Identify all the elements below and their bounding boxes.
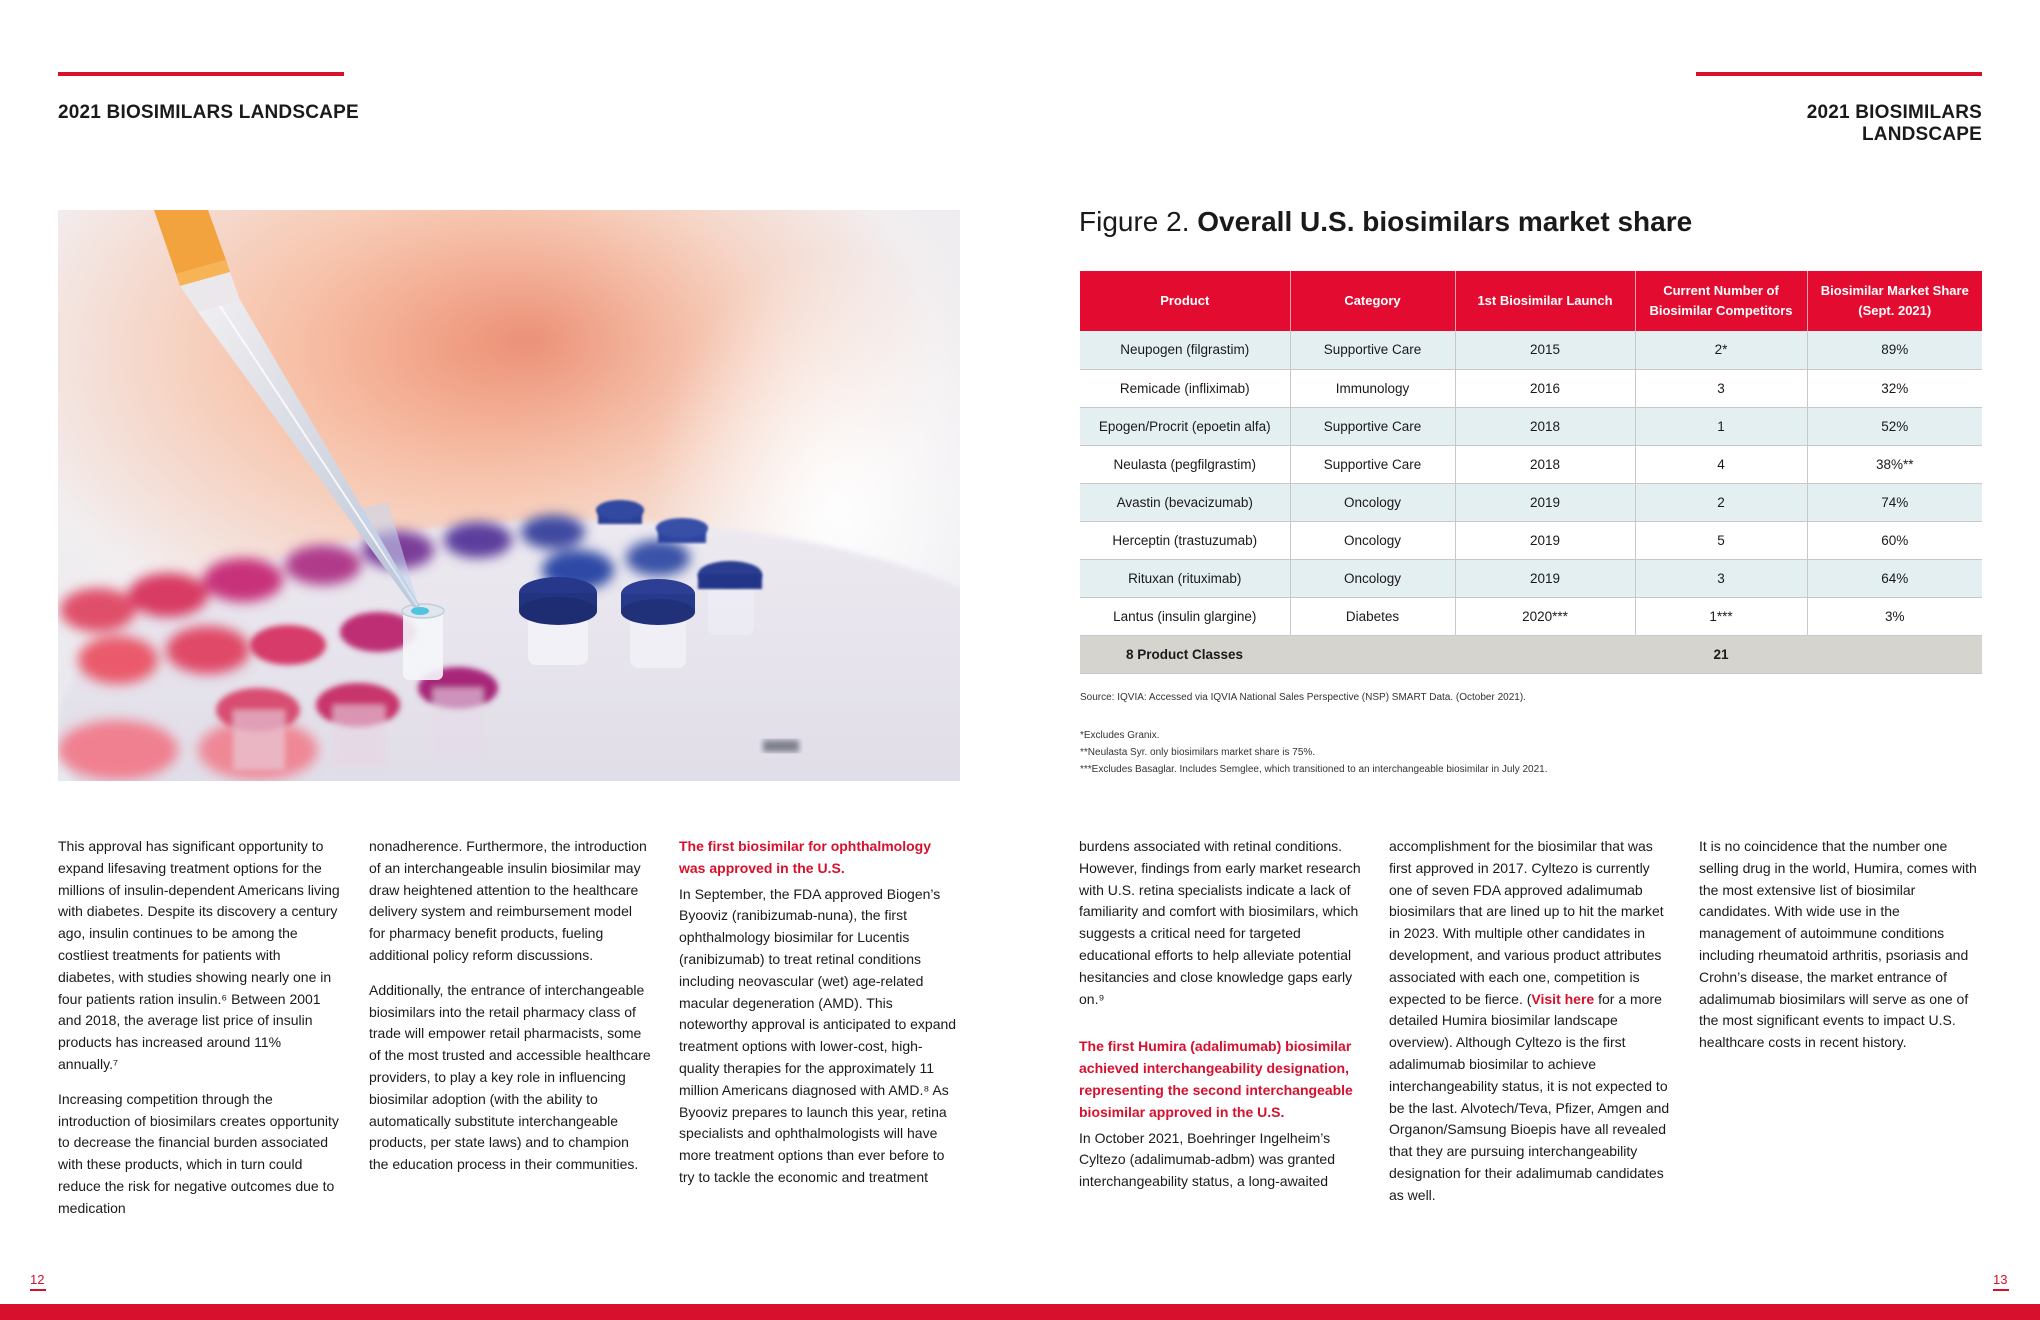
table-cell: Supportive Care [1290, 407, 1455, 445]
page-number-left: 12 [30, 1272, 45, 1287]
text-run: accomplishment for the biosimilar that was first approved in 2017. Cyltezo is currently one of seven FDA approved adalimumab biosimilars that are lined up to hit the market in 2023. With multiple other candidates in development, and various product attributes associated with each one, competition is expected to be fierce. ( [1389, 838, 1664, 1007]
paragraph: In September, the FDA approved Biogen’s Byooviz (ranibizumab-nuna), the first ophthalmology biosimilar for Lucentis (ranibizumab) to treat retinal conditions including neovascular (wet) age-related macular degeneration (AMD). This noteworthy approval is anticipated to expand treatment options with lower-cost, high-quality therapies for the approximately 11 million Americans diagnosed with AMD.⁸ As Byooviz prepares to launch this year, retina specialists and ophthalmologists will have more treatment options than ever before to try to tackle the economic and treatment [679, 885, 957, 1185]
table-cell: Remicade (infliximab) [1080, 369, 1290, 407]
paragraph: Increasing competition through the introduction of biosimilars creates opportunity to decrease the financial burden associated with these products, which in turn could reduce the risk for negative outcomes due to medication [58, 1090, 339, 1216]
section-heading-humira: The first Humira (adalimumab) biosimilar achieved interchangeability designation, representing the second interchangeable biosimilar approved in the U.S. [1079, 1038, 1353, 1120]
table-cell: Lantus (insulin glargine) [1080, 597, 1290, 635]
table-cell: 3% [1807, 597, 1982, 635]
text-column-5 [1389, 836, 1671, 1220]
table-source-note: Source: IQVIA: Accessed via IQVIA National Sales Perspective (NSP) SMART Data. (October 2021). [1080, 692, 1526, 703]
table-total-row [1080, 635, 1982, 673]
table-cell: 89% [1807, 331, 1982, 369]
section-heading-ophthalmology: The first biosimilar for ophthalmology was approved in the U.S. [679, 838, 932, 876]
table-cell: Oncology [1290, 521, 1455, 559]
table-cell: 2* [1635, 331, 1807, 369]
table-cell: 52% [1807, 407, 1982, 445]
table-cell: 60% [1807, 521, 1982, 559]
table-cell: 38%** [1807, 445, 1982, 483]
table-row [1080, 331, 1982, 369]
table-cell: 1 [1635, 407, 1807, 445]
table-cell: Neupogen (filgrastim) [1080, 331, 1290, 369]
table-header-cell: Current Number of Biosimilar Competitors [1635, 271, 1807, 331]
table-cell-empty [1455, 635, 1635, 673]
lab-pipette-photo [58, 210, 960, 781]
header-title-right: 2021 BIOSIMILARS LANDSCAPE [1806, 102, 1982, 145]
table-cell: Herceptin (trastuzumab) [1080, 521, 1290, 559]
market-share-table [1080, 271, 1982, 674]
table-cell: 2019 [1455, 521, 1635, 559]
table-row [1080, 483, 1982, 521]
paragraph: nonadherence. Furthermore, the introduction of an interchangeable insulin biosimilar may draw heightened attention to the healthcare delivery system and reimbursement model for pharmacy benefit products, fueling additional policy reform discussions. [369, 838, 647, 963]
table-cell: 2015 [1455, 331, 1635, 369]
paragraph: This approval has significant opportunity to expand lifesaving treatment options for the millions of insulin-dependent Americans living with diabetes. Despite its discovery a century ago, insulin continues to be among the costliest treatments for patients with diabetes, with studies showing nearly one in four patients ration insulin.⁶ Between 2001 and 2018, the average list price of insulin products has increased around 11% annually.⁷ [58, 838, 340, 1072]
table-row [1080, 597, 1982, 635]
figure-title-text: Overall U.S. biosimilars market share [1197, 206, 1693, 237]
table-header-cell: 1st Biosimilar Launch [1455, 271, 1635, 331]
table-row [1080, 559, 1982, 597]
table-cell: 5 [1635, 521, 1807, 559]
table-cell: Immunology [1290, 369, 1455, 407]
table-cell-empty [1807, 635, 1982, 673]
header-rule-right [1696, 72, 1982, 76]
footnote: ***Excludes Basaglar. Includes Semglee, which transitioned to an interchangeable biosimilar in July 2021. [1080, 764, 1548, 775]
table-cell: 2016 [1455, 369, 1635, 407]
total-value: 21 [1635, 635, 1807, 673]
table-row [1080, 369, 1982, 407]
table-cell: 1*** [1635, 597, 1807, 635]
page-number-rule-left [30, 1289, 46, 1291]
footnote: *Excludes Granix. [1080, 730, 1160, 741]
header-rule-left [58, 72, 344, 76]
table-cell: 2020*** [1455, 597, 1635, 635]
table-cell: 2018 [1455, 407, 1635, 445]
table-cell: 64% [1807, 559, 1982, 597]
table-cell: Avastin (bevacizumab) [1080, 483, 1290, 521]
paragraph: burdens associated with retinal conditions. However, findings from early market research with U.S. retina specialists indicate a lack of familiarity and comfort with biosimilars, which suggests a critical need for targeted educational efforts to help alleviate potential hesitancies and close knowledge gaps early on.⁹ [1079, 838, 1361, 1007]
visit-here-link[interactable]: Visit here [1531, 990, 1595, 1007]
table-cell: 2018 [1455, 445, 1635, 483]
table-cell: 32% [1807, 369, 1982, 407]
text-column-6 [1699, 836, 1981, 1067]
table-header-cell: Category [1290, 271, 1455, 331]
table-row [1080, 407, 1982, 445]
table-cell: 74% [1807, 483, 1982, 521]
table-footnotes [1080, 727, 1548, 778]
table-header-cell: Biosimilar Market Share (Sept. 2021) [1807, 271, 1982, 331]
table-cell: 3 [1635, 559, 1807, 597]
table-cell: 2 [1635, 483, 1807, 521]
page-number-right: 13 [1993, 1272, 2008, 1287]
paragraph: In October 2021, Boehringer Ingelheim’s Cyltezo (adalimumab-adbm) was granted interchangeability status, a long-awaited [1079, 1129, 1335, 1190]
table-row [1080, 521, 1982, 559]
paragraph [1389, 836, 1671, 1207]
text-column-4 [1079, 836, 1361, 1206]
text-column-1 [58, 836, 340, 1233]
footnote: **Neulasta Syr. only biosimilars market share is 75%. [1080, 747, 1316, 758]
total-label: 8 Product Classes [1080, 635, 1455, 673]
paragraph: Additionally, the entrance of interchangeable biosimilars into the retail pharmacy class of trade will empower retail pharmacists, some of the most trusted and accessible healthcare providers, to play a key role in influencing biosimilar adoption (with the ability to automatically substitute interchangeable products, per state laws) and to champion the education process in their communities. [369, 981, 651, 1173]
table-cell: Rituxan (rituximab) [1080, 559, 1290, 597]
table-header-cell: Product [1080, 271, 1290, 331]
table-cell: 2019 [1455, 483, 1635, 521]
bottom-accent-bar [0, 1304, 2040, 1320]
text-run: for a more detailed Humira biosimilar landscape overview). Although Cyltezo is the first adalimumab biosimilar to achieve interchangeability status, it is not expected to be the last. Alvotech/Teva, Pfizer, Amgen and Organon/Samsung Bioepis have all revealed that they are pursuing interchangeability designation for their adalimumab candidates as well. [1389, 990, 1670, 1203]
paragraph: It is no coincidence that the number one selling drug in the world, Humira, comes with the most extensive list of biosimilar candidates. With wide use in the management of autoimmune conditions including rheumatoid arthritis, psoriasis and Crohn’s disease, the market entrance of adalimumab biosimilars will serve as one of the most significant events to impact U.S. healthcare costs in recent history. [1699, 838, 1977, 1051]
table-cell: 2019 [1455, 559, 1635, 597]
table-cell: Oncology [1290, 483, 1455, 521]
page-number-rule-right [1993, 1289, 2009, 1291]
table-cell: Diabetes [1290, 597, 1455, 635]
table-cell: Supportive Care [1290, 445, 1455, 483]
table-cell: 3 [1635, 369, 1807, 407]
table-cell: Epogen/Procrit (epoetin alfa) [1080, 407, 1290, 445]
table-cell: Oncology [1290, 559, 1455, 597]
table-cell: 4 [1635, 445, 1807, 483]
figure-title-prefix: Figure 2. [1079, 206, 1190, 237]
table-cell: Supportive Care [1290, 331, 1455, 369]
table-row [1080, 445, 1982, 483]
text-column-3 [679, 836, 961, 1202]
table-header-row [1080, 271, 1982, 331]
text-column-2 [369, 836, 651, 1189]
table-cell: Neulasta (pegfilgrastim) [1080, 445, 1290, 483]
header-title-left: 2021 BIOSIMILARS LANDSCAPE [58, 102, 359, 123]
figure-title [1079, 206, 1692, 238]
